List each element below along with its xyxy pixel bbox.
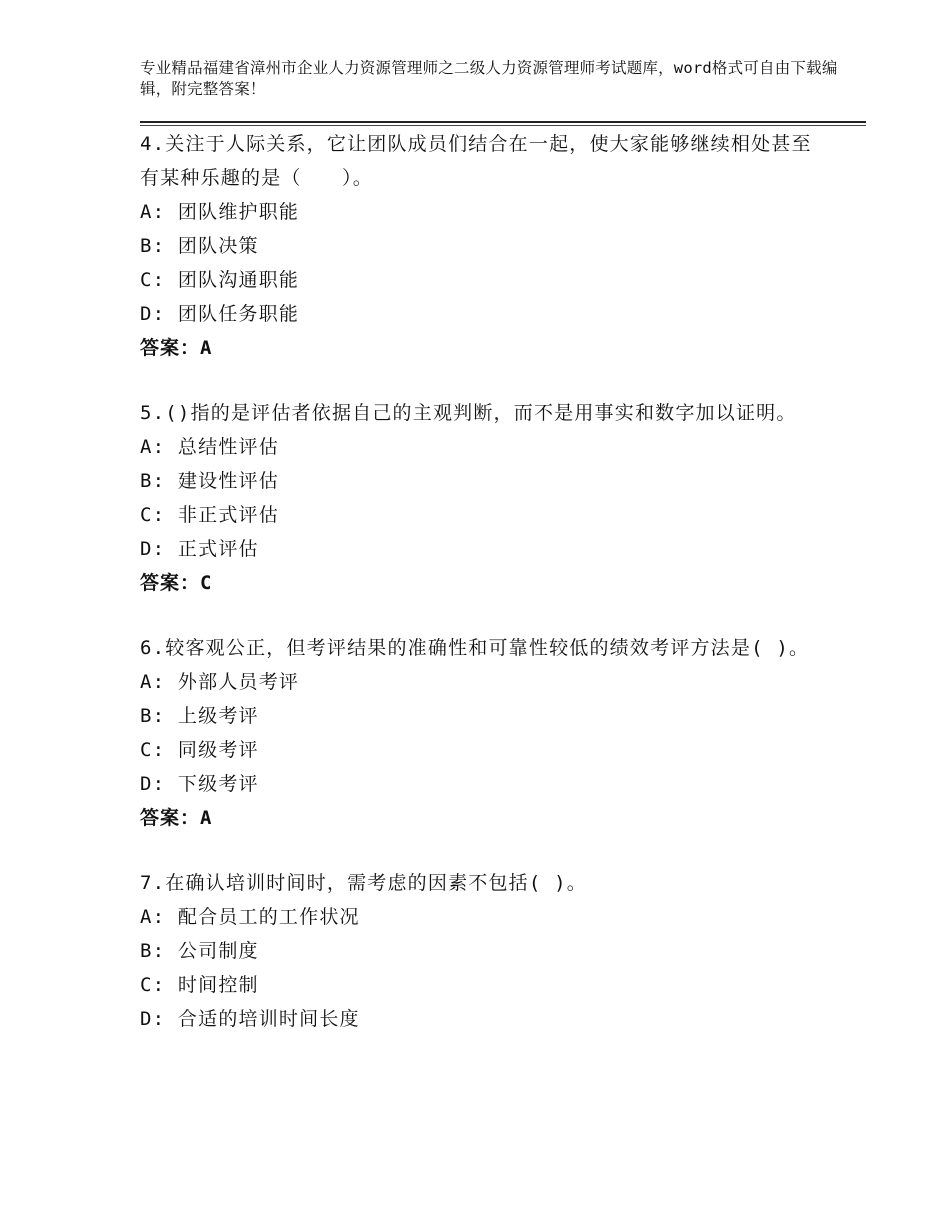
answer-label: 答案：C — [140, 572, 213, 594]
option-b: B: 上级考评 — [140, 705, 259, 727]
question-text: 4.关注于人际关系，它让团队成员们结合在一起，使大家能够继续相处甚至有某种乐趣的是（ ）。 — [140, 133, 812, 189]
answer-label: 答案：A — [140, 337, 213, 359]
question-5 — [140, 396, 820, 600]
option-c: C: 时间控制 — [140, 974, 259, 996]
answer-label: 答案：A — [140, 807, 213, 829]
header-divider-thin — [140, 125, 866, 126]
question-text: 7.在确认培训时间时，需考虑的因素不包括( )。 — [140, 872, 587, 894]
option-c: C: 同级考评 — [140, 739, 259, 761]
option-a: A: 配合员工的工作状况 — [140, 906, 360, 928]
option-a: A: 外部人员考评 — [140, 671, 300, 693]
option-d: D: 下级考评 — [140, 773, 259, 795]
option-d: D: 合适的培训时间长度 — [140, 1008, 360, 1030]
question-text: 6.较客观公正，但考评结果的准确性和可靠性较低的绩效考评方法是( )。 — [140, 637, 810, 659]
header-divider-thick — [140, 121, 866, 123]
option-b: B: 团队决策 — [140, 235, 259, 257]
question-4 — [140, 127, 820, 365]
question-text: 5.()指的是评估者依据自己的主观判断，而不是用事实和数字加以证明。 — [140, 402, 797, 424]
option-c: C: 团队沟通职能 — [140, 269, 300, 291]
option-d: D: 正式评估 — [140, 538, 259, 560]
question-6 — [140, 631, 820, 835]
document-header: 专业精品福建省漳州市企业人力资源管理师之二级人力资源管理师考试题库，word格式可自由下载编辑，附完整答案！ — [140, 59, 838, 98]
option-d: D: 团队任务职能 — [140, 303, 300, 325]
option-a: A: 团队维护职能 — [140, 201, 300, 223]
question-list — [140, 127, 820, 1067]
question-7 — [140, 866, 820, 1036]
option-a: A: 总结性评估 — [140, 436, 279, 458]
option-c: C: 非正式评估 — [140, 504, 279, 526]
option-b: B: 建设性评估 — [140, 470, 279, 492]
option-b: B: 公司制度 — [140, 940, 259, 962]
